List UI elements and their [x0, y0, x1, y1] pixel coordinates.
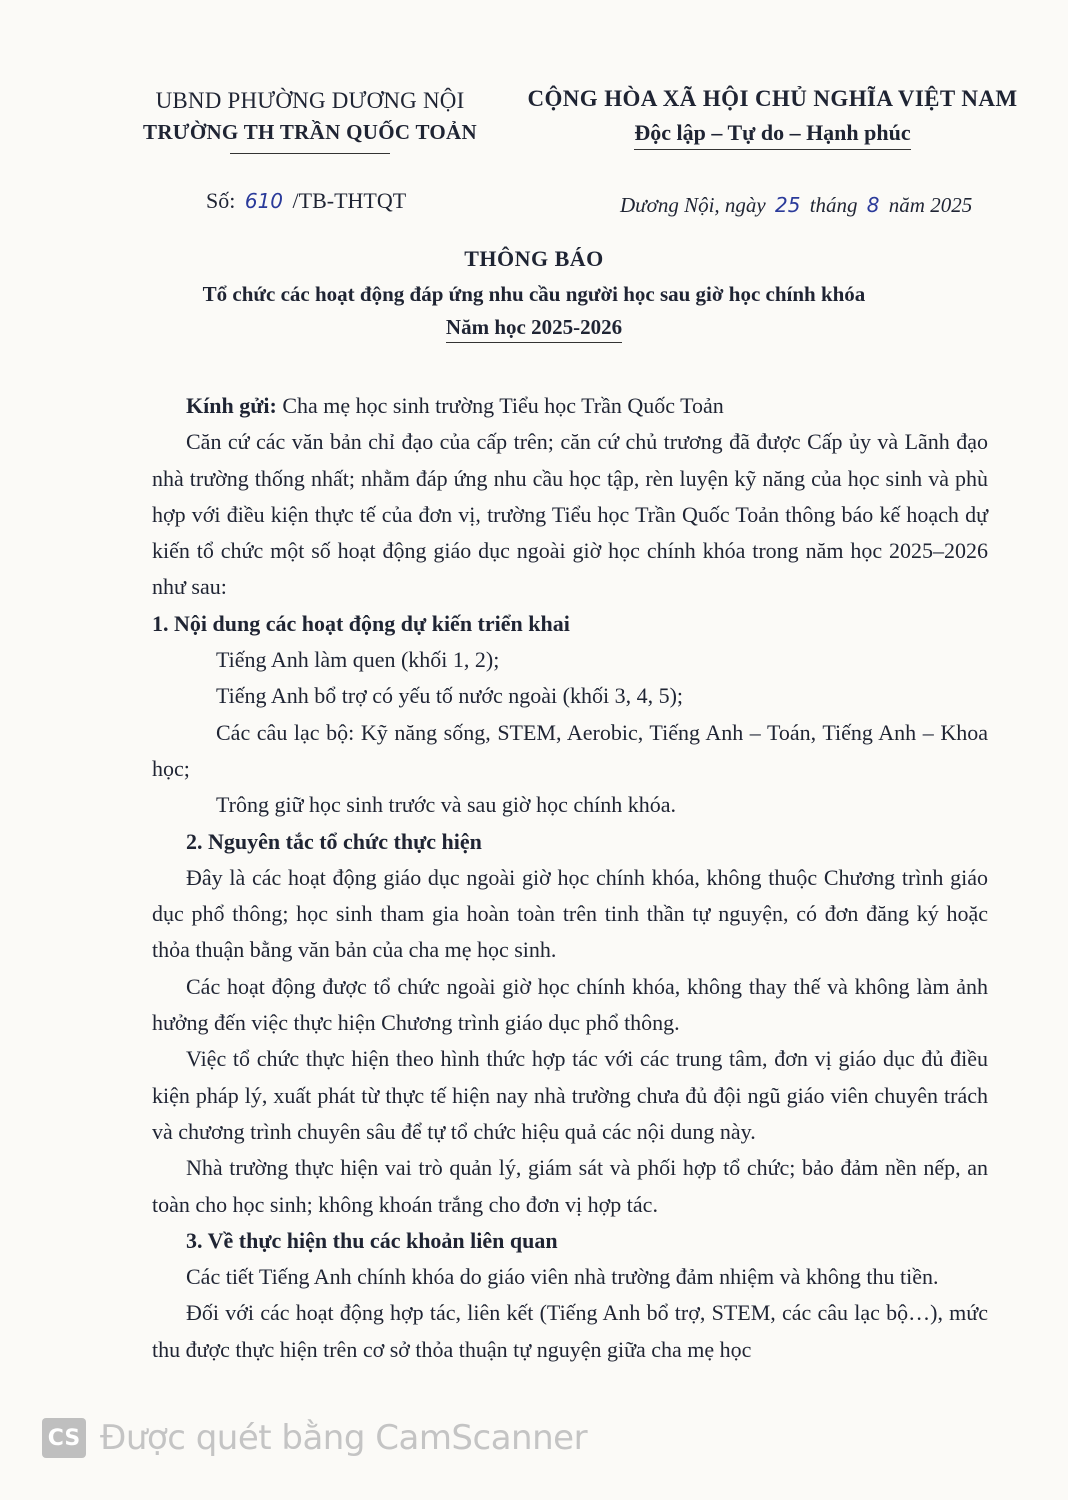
activity-item: Các câu lạc bộ: Kỹ năng sống, STEM, Aerobic, Tiếng Anh – Toán, Tiếng Anh – Khoa học;: [152, 719, 988, 781]
ref-handwritten-number: 610: [244, 189, 284, 213]
date-place: Dương Nội, ngày: [620, 193, 766, 217]
issuer-parent: UBND PHƯỜNG DƯƠNG NỘI: [155, 88, 465, 113]
section-3-title: 3. Về thực hiện thu các khoản liên quan: [186, 1227, 558, 1253]
activity-item: Trông giữ học sinh trước và sau giờ học chính khóa.: [216, 792, 676, 818]
section-2-title: 2. Nguyên tắc tổ chức thực hiện: [186, 828, 482, 854]
watermark-text: Được quét bằng CamScanner: [100, 1418, 588, 1458]
issuer-divider: [230, 153, 390, 154]
recipient-name: Cha mẹ học sinh trường Tiểu học Trần Quốc Toản: [276, 393, 724, 418]
issuer-block: [140, 88, 480, 154]
intro-paragraph: Căn cứ các văn bản chỉ đạo của cấp trên; căn cứ chủ trương đã được Cấp ủy và Lãnh đạo nhà trường thống nhất; nhằm đáp ứng nhu cầu học tập, rèn luyện kỹ năng của học sinh và phù hợp với điều kiện thực tế của đơn vị, trường Tiểu học Trần Quốc Toản thông báo kế hoạch dự kiến tổ chức một số hoạt động giáo dục ngoài giờ học chính khóa trong năm học 2025–2026 như sau:: [152, 429, 988, 600]
title-subject: Tổ chức các hoạt động đáp ứng nhu cầu người học sau giờ học chính khóa: [202, 282, 866, 306]
principle-paragraph: Việc tổ chức thực hiện theo hình thức hợp tác với các trung tâm, đơn vị giáo dục đủ điều kiện pháp lý, xuất phát từ thực tế hiện nay nhà trường chưa đủ đội ngũ giáo viên chuyên trách và chương trình chuyên sâu để tự tổ chức hiệu quả các nội dung này.: [152, 1046, 988, 1144]
date-month: 8: [866, 193, 880, 217]
recipient-label: Kính gửi:: [186, 393, 277, 418]
fee-paragraph: Các tiết Tiếng Anh chính khóa do giáo viên nhà trường đảm nhiệm và không thu tiền.: [186, 1264, 939, 1290]
activity-item: Tiếng Anh làm quen (khối 1, 2);: [216, 647, 500, 673]
date-year: năm 2025: [888, 193, 973, 217]
principle-paragraph: Các hoạt động được tổ chức ngoài giờ học chính khóa, không thay thế và không làm ảnh hưởng đến việc thực hiện Chương trình giáo dục phổ thông.: [152, 973, 988, 1036]
issue-date: [620, 193, 972, 218]
title-year: Năm học 2025-2026: [446, 315, 622, 343]
document-body: [152, 388, 988, 1368]
date-month-label: tháng: [809, 193, 858, 217]
document-number: [206, 188, 406, 214]
section-1-title: 1. Nội dung các hoạt động dự kiến triển khai: [152, 610, 570, 636]
principle-paragraph: Đây là các hoạt động giáo dục ngoài giờ học chính khóa, không thuộc Chương trình giáo dục phổ thông; học sinh tham gia hoàn toàn trên tinh thần tự nguyện, có đơn đăng ký hoặc thỏa thuận bằng văn bản của cha mẹ học sinh.: [152, 864, 988, 963]
national-heading: [500, 86, 1045, 150]
recipient-line: [152, 388, 988, 424]
principle-paragraph: Nhà trường thực hiện vai trò quản lý, giám sát và phối hợp tổ chức; bảo đảm nền nếp, an toàn cho học sinh; không khoán trắng cho đơn vị hợp tác.: [152, 1155, 988, 1217]
national-motto: Độc lập – Tự do – Hạnh phúc: [634, 120, 910, 150]
fee-paragraph: Đối với các hoạt động hợp tác, liên kết (Tiếng Anh bổ trợ, STEM, các câu lạc bộ…), mức thu được thực hiện trên cơ sở thỏa thuận tự nguyện giữa cha mẹ học: [152, 1300, 988, 1362]
nation-title: CỘNG HÒA XÃ HỘI CHỦ NGHĨA VIỆT NAM: [527, 86, 1018, 111]
activity-item: Tiếng Anh bổ trợ có yếu tố nước ngoài (khối 3, 4, 5);: [216, 683, 684, 709]
date-day: 25: [775, 193, 801, 217]
camscanner-watermark: [42, 1413, 587, 1463]
ref-suffix: /TB-THTQT: [292, 188, 407, 213]
ref-prefix: Số:: [206, 188, 236, 213]
document-title: [0, 246, 1068, 343]
camscanner-logo-icon: CS: [42, 1418, 86, 1458]
title-heading: THÔNG BÁO: [464, 246, 604, 271]
issuer-school: TRƯỜNG TH TRẦN QUỐC TOẢN: [143, 120, 477, 144]
